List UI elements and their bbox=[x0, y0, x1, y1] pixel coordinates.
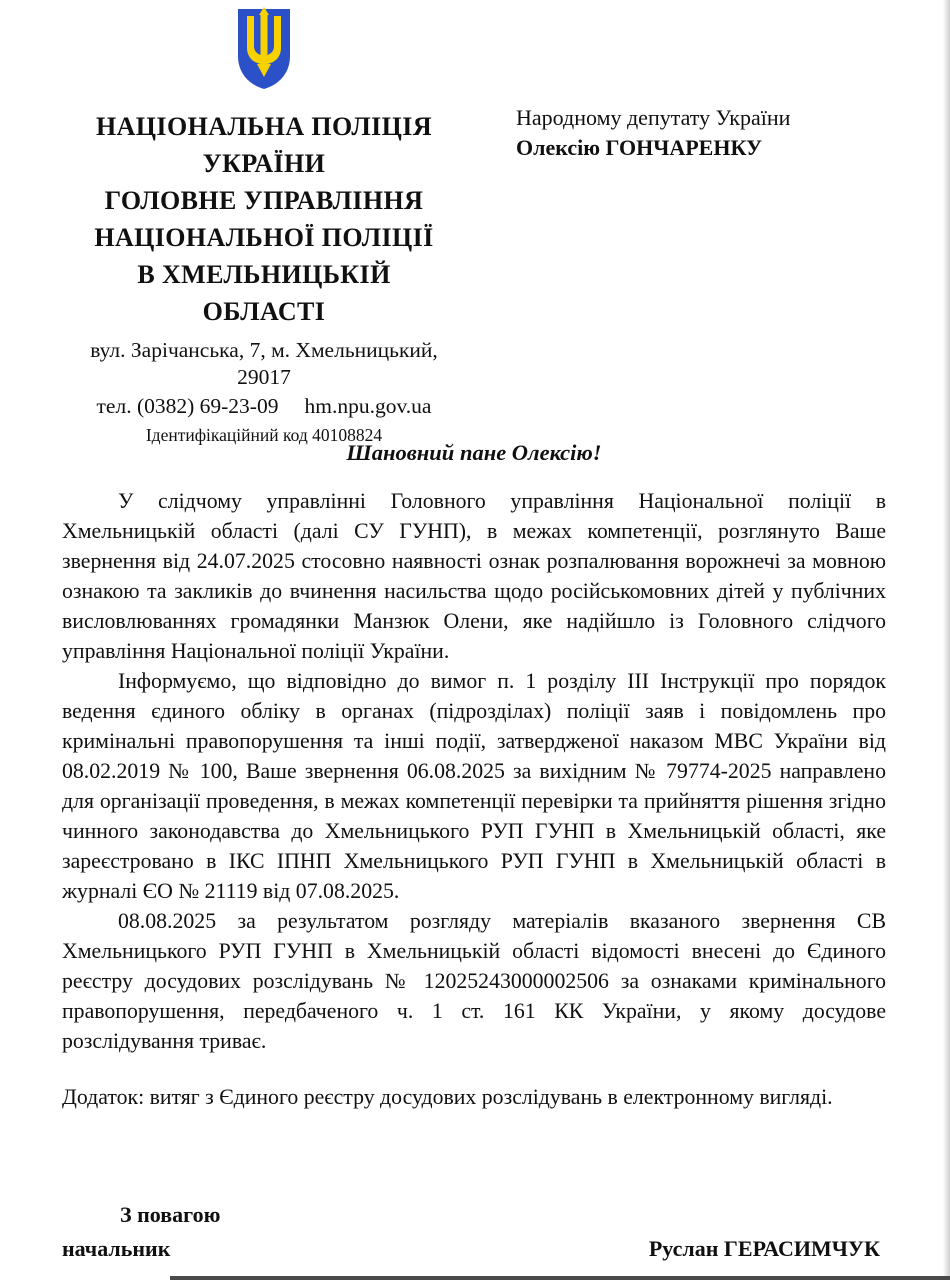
org-name-line: ГОЛОВНЕ УПРАВЛІННЯ bbox=[104, 186, 424, 215]
attachment-note: Додаток: витяг з Єдиного реєстру досудових розслідувань в електронному вигляді. bbox=[62, 1085, 833, 1109]
website: hm.npu.gov.ua bbox=[304, 394, 432, 418]
letter-body bbox=[62, 440, 886, 1113]
org-name-line: УКРАЇНИ bbox=[202, 149, 326, 178]
paragraph: У слідчому управлінні Головного управління Національної поліції в Хмельницькій області (далі СУ ГУНП), в межах компетенції, розглянуто Ваше звернення від 24.07.2025 стосовно наявності ознак розпалювання ворожнечі за мовною ознакою та закликів до вчинення насильства щодо російськомовних дітей у публічних висловлюваннях громадянки Манзюк Олени, яке надійшло із Головного слідчого управління Національної поліції України. bbox=[62, 489, 886, 663]
signature-block bbox=[62, 1202, 880, 1262]
org-name-line: ОБЛАСТІ bbox=[202, 297, 326, 326]
sender-contacts bbox=[48, 393, 480, 420]
ukraine-trident-emblem bbox=[235, 6, 293, 92]
address-line: 29017 bbox=[237, 365, 291, 389]
org-name bbox=[48, 108, 480, 330]
sender-address bbox=[48, 337, 480, 391]
identification-code: Ідентифікаційний код 40108824 bbox=[145, 425, 383, 445]
org-name-line: НАЦІОНАЛЬНОЇ ПОЛІЦІЇ bbox=[94, 223, 434, 252]
emblem-trident-center-prong bbox=[259, 7, 269, 64]
signer-title: начальник bbox=[62, 1236, 171, 1261]
recipient-block bbox=[516, 103, 916, 163]
salutation: Шановний пане Олексію! bbox=[346, 440, 602, 465]
address-line: вул. Зарічанська, 7, м. Хмельницький, bbox=[90, 338, 438, 362]
paragraph: Інформуємо, що відповідно до вимог п. 1 розділу ІІІ Інструкції про порядок ведення єдиного обліку в органах (підрозділах) поліції заяв і повідомлень про кримінальні правопорушення та інші події, затвердженої наказом МВС України від 08.02.2019 № 100, Ваше звернення 06.08.2025 за вихідним № 79774-2025 направлено для організації проведення, в межах компетенції перевірки та прийняття рішення згідно чинного законодавства до Хмельницького РУП ГУНП в Хмельницькій області, яке зареєстровано в ІКС ІПНП Хмельницького РУП ГУНП в Хмельницькій області в журналі ЄО № 21119 від 07.08.2025. bbox=[62, 669, 886, 903]
org-name-line: НАЦІОНАЛЬНА ПОЛІЦІЯ bbox=[96, 112, 432, 141]
recipient-role: Народному депутату України bbox=[516, 105, 791, 130]
recipient-name: Олексію ГОНЧАРЕНКУ bbox=[516, 135, 763, 160]
signature-regards: З повагою bbox=[120, 1202, 221, 1227]
sender-block bbox=[48, 6, 480, 446]
scan-edge-right bbox=[943, 0, 950, 1280]
signer-name: Руслан ГЕРАСИМЧУК bbox=[648, 1236, 880, 1261]
phone-number: тел. (0382) 69-23-09 bbox=[96, 394, 279, 418]
org-name-line: В ХМЕЛЬНИЦЬКІЙ bbox=[137, 260, 391, 289]
scan-edge-bottom bbox=[170, 1276, 950, 1280]
paragraph: 08.08.2025 за результатом розгляду матеріалів вказаного звернення СВ Хмельницького РУП ГУНП в Хмельницькій області відомості внесені до Єдиного реєстру досудових розслідувань № 12025243000002506 за ознаками кримінального правопорушення, передбаченого ч. 1 ст. 161 КК України, у якому досудове розслідування триває. bbox=[62, 909, 886, 1053]
